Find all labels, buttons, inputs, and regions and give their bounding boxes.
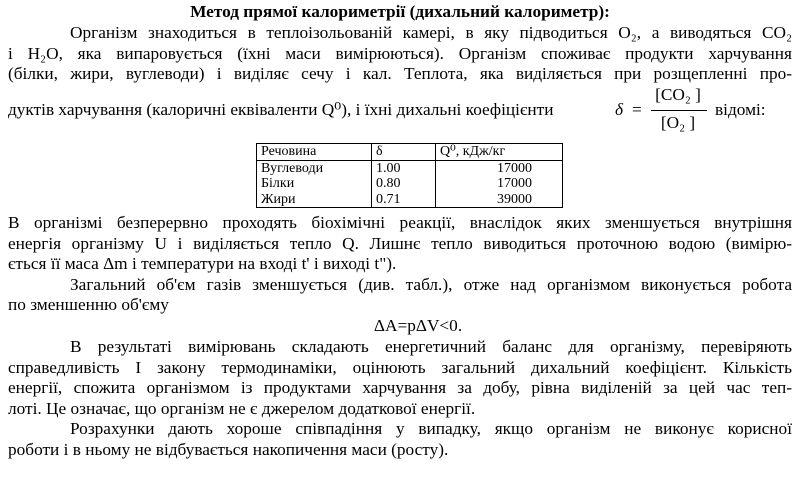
table-cell: Білки	[257, 176, 372, 192]
table-row	[257, 192, 563, 208]
table-cell: 1.00	[372, 160, 436, 176]
paragraph-3-line-1: Загальний об'єм газів зменшується (див. табл.), отже над організмом виконується робота	[70, 274, 792, 294]
paragraph-4-line-1: В результаті вимірювань складають енергетичний баланс для організму, перевіряють	[70, 336, 792, 356]
table-cell: 0.71	[372, 192, 436, 208]
table-cell: Жири	[257, 192, 372, 208]
fraction-bar	[651, 110, 707, 111]
table-header-cell: Речовина	[257, 144, 372, 161]
paragraph-1-line-4: дуктів харчування (калоричні еквіваленти Q⁰), і їхні дихальні коефіцієнти	[8, 99, 554, 119]
fraction-equals: =	[632, 99, 642, 119]
paragraph-4-line-4: лоті. Це означає, що організм не є джерелом додаткової енергії.	[8, 398, 476, 418]
paragraph-1-formula-row	[8, 85, 792, 137]
paragraph-4	[8, 337, 792, 419]
table-row	[257, 160, 563, 176]
table-row	[257, 176, 563, 192]
table-header-cell: Q⁰, кДж/кг	[436, 144, 563, 161]
paragraph-4-line-3: енергії, спожита організмом із продуктами харчування за добу, рівна виділеній за цей час теп-	[8, 378, 792, 398]
paragraph-4-line-2: справедливість I закону термодинаміки, оцінюють загальний дихальний коефіцієнт. Кількість	[8, 357, 792, 377]
top-block	[8, 0, 792, 137]
paragraph-5	[8, 419, 792, 460]
lower-block	[8, 213, 792, 461]
paragraph-1-line-3: (білки, жири, вуглеводи) і виділяє сечу і кал. Теплота, яка виділяється при розщепленні про-	[8, 64, 792, 84]
substances-table	[256, 143, 563, 208]
fraction-numerator: [CO₂ ]	[655, 84, 701, 104]
work-formula: ΔA=pΔV<0.	[373, 315, 463, 335]
paragraph-3-line-2: по зменшенню об'єму	[8, 295, 169, 315]
table-cell: 17000	[436, 176, 563, 192]
table-header-row	[257, 144, 563, 161]
paragraph-5-line-1: Розрахунки дають хороше співпадіння у випадку, якщо організм не виконує корисної	[70, 419, 792, 439]
paragraph-3	[8, 275, 792, 316]
fraction-symbol: δ	[615, 99, 624, 119]
fraction-denominator: [O₂ ]	[660, 112, 696, 132]
paragraph-1	[8, 23, 792, 137]
paragraph-1-line-1: Організм знаходиться в теплоізольованій камері, в яку підводиться O₂, а виводяться CO₂	[70, 23, 792, 42]
paragraph-1-line-2: і H₂O, яка випаровується (їхні маси вимірюються). Організм споживає продукти харчування	[8, 43, 792, 63]
table-cell: 39000	[436, 192, 563, 208]
paragraph-5-line-2: роботи і в ньому не відбувається накопичення маси (росту).	[8, 439, 449, 459]
section-title: Метод прямої калориметрії (дихальний калориметр):	[190, 2, 610, 21]
table-cell: 0.80	[372, 176, 436, 192]
table-header-cell: δ	[372, 144, 436, 161]
table-cell: Вуглеводи	[257, 160, 372, 176]
respiratory-coefficient-fraction	[615, 85, 765, 137]
paragraph-2-line-2: енергія організму U і виділяється тепло Q. Лишнє тепло виводиться проточною водою (вимірю-	[8, 233, 792, 253]
fraction-trailing-text: відомі:	[715, 99, 766, 119]
table-cell: 17000	[436, 160, 563, 176]
paragraph-2-line-1: В організмі безперервно проходять біохімічні реакції, внаслідок яких зменшується внутрішня	[8, 213, 792, 232]
paragraph-2	[8, 213, 792, 275]
paragraph-2-line-3: ється її маса Δm і температури на вході t' і виході t").	[8, 254, 397, 274]
